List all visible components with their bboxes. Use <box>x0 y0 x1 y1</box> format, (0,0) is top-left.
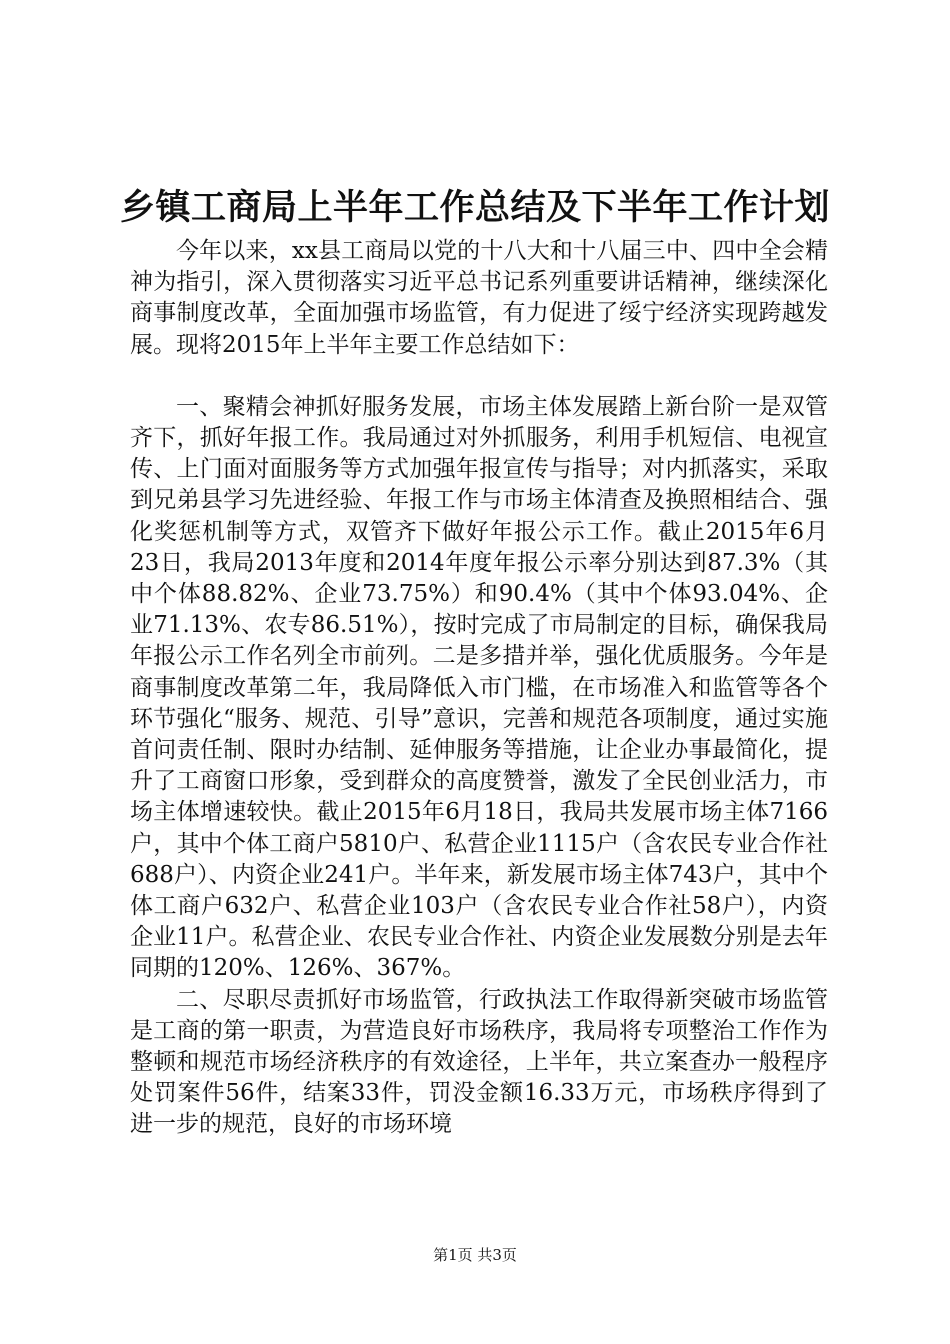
document-title: 乡镇工商局上半年工作总结及下半年工作计划 <box>119 187 830 228</box>
document-body <box>130 236 828 1141</box>
page-number-footer: 第1页 共3页 <box>433 1246 517 1264</box>
paragraph-section-one: 一、聚精会神抓好服务发展，市场主体发展踏上新台阶一是双管齐下，抓好年报工作。我局通过对外抓服务，利用手机短信、电视宣传、上门面对面服务等方式加强年报宣传与指导；对内抓落实，采取到兄弟县学习先进经验、年报工作与市场主体清查及换照相结合、强化奖惩机制等方式，双管齐下做好年报公示工作。截止2015年6月23日，我局2013年度和2014年度年报公示率分别达到87.3%（其中个体88.82%、企业73.75%）和90.4%（其中个体93.04%、企业71.13%、农专86.51%），按时完成了市局制定的目标，确保我局年报公示工作名列全市前列。二是多措并举，强化优质服务。今年是商事制度改革第二年，我局降低入市门槛，在市场准入和监管等各个环节强化“服务、规范、引导”意识，完善和规范各项制度，通过实施首问责任制、限时办结制、延伸服务等措施，让企业办事最简化，提升了工商窗口形象，受到群众的高度赞誉，激发了全民创业活力，市场主体增速较快。截止2015年6月18日，我局共发展市场主体7166户，其中个体工商户5810户、私营企业1115户（含农民专业合作社688户）、内资企业241户。半年来，新发展市场主体743户，其中个体工商户632户、私营企业103户（含农民专业合作社58户），内资企业11户。私营企业、农民专业合作社、内资企业发展数分别是去年同期的120%、126%、367%。 <box>130 393 828 982</box>
paragraph-intro: 今年以来，xx县工商局以党的十八大和十八届三中、四中全会精神为指引，深入贯彻落实习近平总书记系列重要讲话精神，继续深化商事制度改革，全面加强市场监管，有力促进了绥宁经济实现跨越发展。现将2015年上半年主要工作总结如下： <box>130 238 828 358</box>
paragraph-section-two: 二、尽职尽责抓好市场监管，行政执法工作取得新突破市场监管是工商的第一职责，为营造良好市场秩序，我局将专项整治工作作为整顿和规范市场经济秩序的有效途径，上半年，共立案查办一般程序处罚案件56件，结案33件，罚没金额16.33万元，市场秩序得到了进一步的规范，良好的市场环境 <box>130 986 828 1138</box>
